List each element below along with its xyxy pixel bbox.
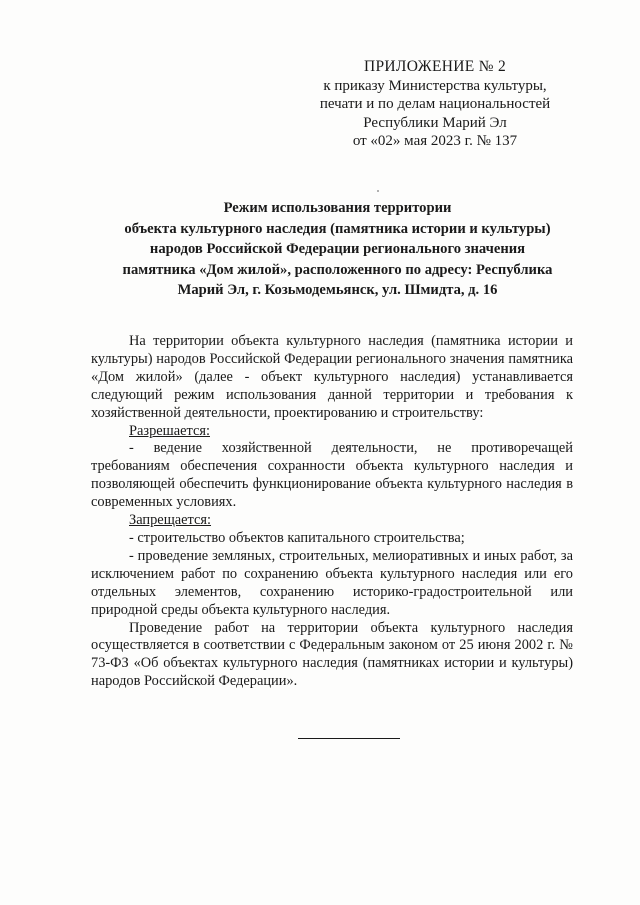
closing-paragraph: Проведение работ на территории объекта культурного наследия осуществляется в соответствии с Федеральным законом от 25 июня 2002 г. № 73-ФЗ «Об объектах культурного наследия (памятниках истории и культуры) народов Российской Федерации». <box>91 619 573 690</box>
appendix-line: Республики Марий Эл <box>363 114 507 131</box>
appendix-date-line: от «02» мая 2023 г. № 137 <box>352 133 518 149</box>
appendix-line: печати и по делам национальностей <box>319 96 551 112</box>
appendix-heading: ПРИЛОЖЕНИЕ № 2 <box>363 58 507 75</box>
allowed-item: - ведение хозяйственной деятельности, не противоречащей требованиям обеспечения сохранности объекта культурного наследия и позволяющей обеспечить функционирование объекта культурного наследия в современных условиях. <box>91 440 573 511</box>
end-divider <box>298 738 400 739</box>
forbidden-heading: Запрещается: <box>129 512 212 529</box>
document-body <box>91 333 573 691</box>
title-line: памятника «Дом жилой», расположенного по адресу: Республика <box>122 261 553 278</box>
intro-paragraph: На территории объекта культурного наследия (памятника истории и культуры) народов Российской Федерации регионального значения памятника «Дом жилой» (далее - объект культурного наследия) устанавливается следующий режим использования данной территории и требования к хозяйственной деятельности, проектированию и строительству: <box>91 333 573 421</box>
title-line: Режим использования территории <box>223 200 452 216</box>
scan-speck <box>377 190 379 192</box>
title-line: народов Российской Федерации регионального значения <box>149 241 526 257</box>
appendix-line: к приказу Министерства культуры, <box>323 77 547 94</box>
forbidden-item: - строительство объектов капитального строительства; <box>129 529 465 546</box>
allowed-heading: Разрешается: <box>129 422 210 439</box>
appendix-block <box>300 58 570 151</box>
title-line: Марий Эл, г. Козьмодемьянск, ул. Шмидта, д. 16 <box>177 282 498 298</box>
title-line: объекта культурного наследия (памятника истории и культуры) <box>124 220 551 237</box>
document-title <box>95 198 580 301</box>
forbidden-item: - проведение земляных, строительных, мелиоративных и иных работ, за исключением работ по сохранению объекта культурного наследия или его отдельных элементов, сохранению историко-градостроительной или природной среды объекта культурного наследия. <box>91 547 573 618</box>
